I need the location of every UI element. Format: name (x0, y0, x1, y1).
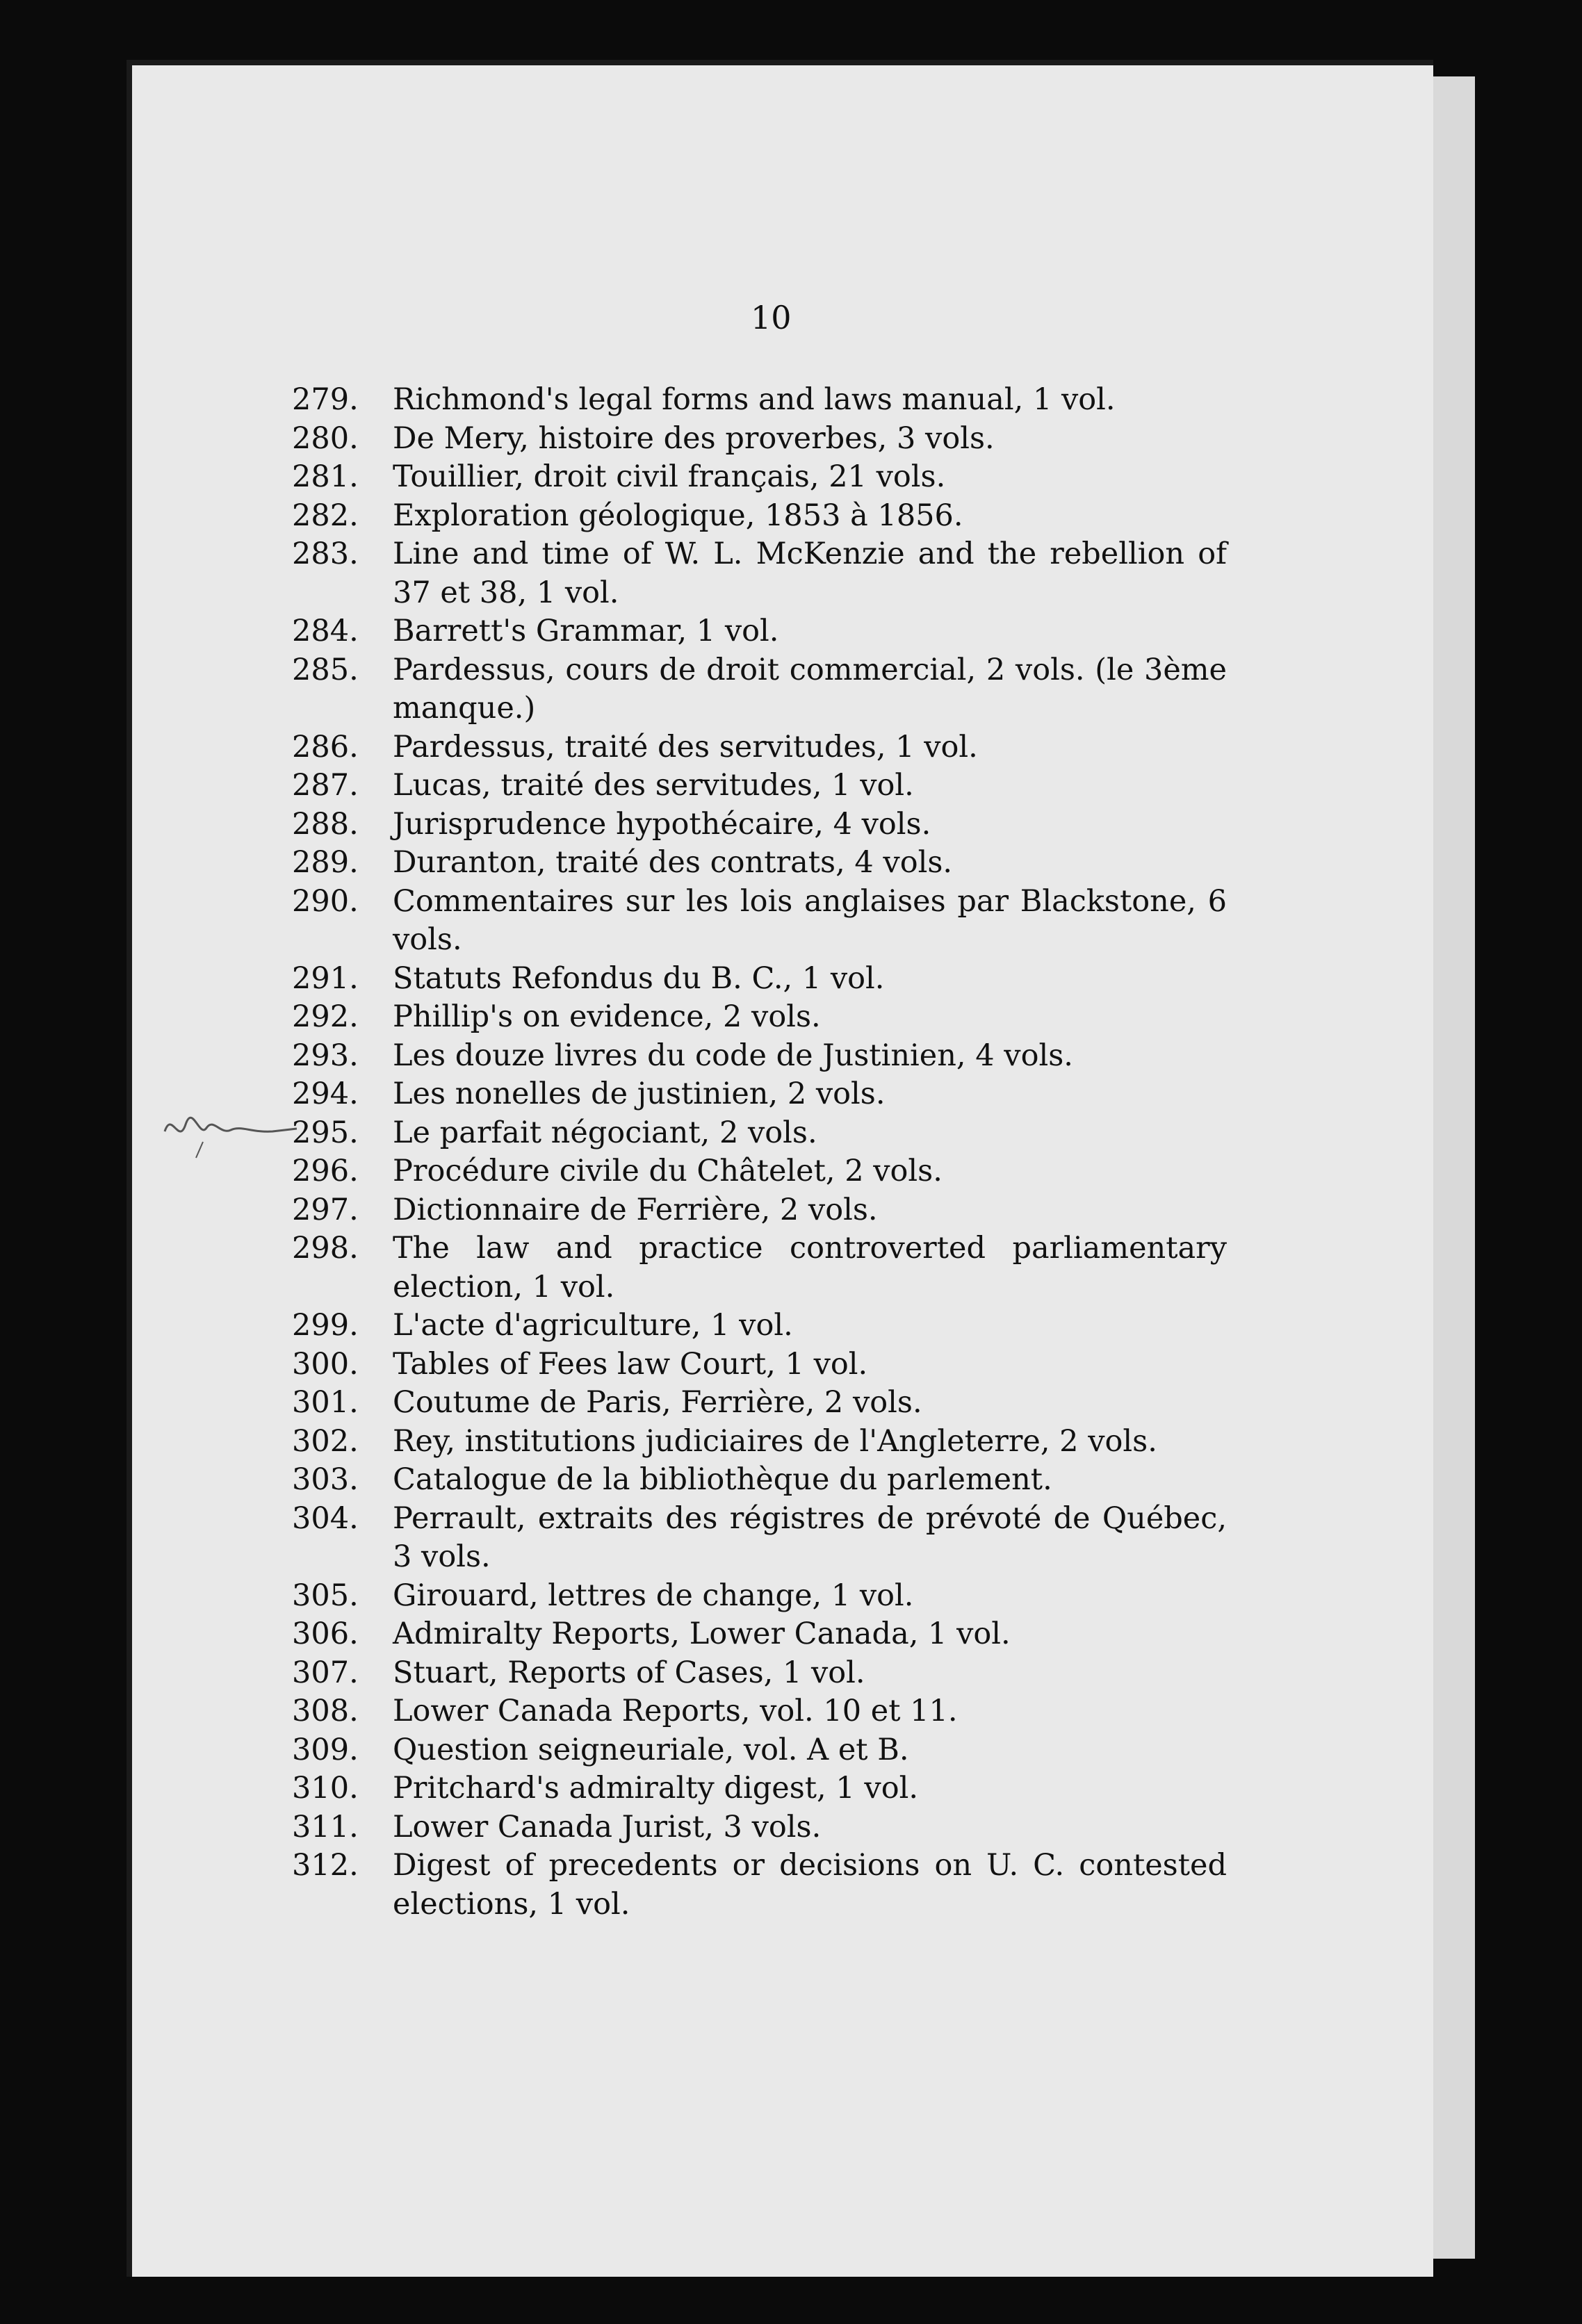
entry-text: Pardessus, cours de droit commercial, 2 vols. (le 3ème manque.) (393, 652, 1227, 726)
catalogue-entry (292, 1461, 1227, 1500)
entry-text: Jurisprudence hypothécaire, 4 vols. (393, 806, 931, 842)
catalogue-entry (292, 1847, 1227, 1924)
entry-number: 300. (292, 1346, 359, 1382)
entry-text: Digest of precedents or decisions on U. C. contested elections, 1 vol. (393, 1848, 1227, 1922)
entry-text: Catalogue de la bibliothèque du parlement. (393, 1462, 1052, 1497)
entry-number: 309. (292, 1732, 359, 1767)
entry-number: 299. (292, 1308, 359, 1343)
entry-number: 302. (292, 1423, 359, 1459)
entry-text: Lucas, traité des servitudes, 1 vol. (393, 768, 914, 803)
catalogue-entry (292, 805, 1227, 844)
entry-number: 288. (292, 806, 359, 842)
entry-number: 287. (292, 768, 359, 803)
entry-number: 297. (292, 1192, 359, 1227)
entry-number: 290. (292, 883, 359, 919)
catalogue-entry (292, 1731, 1227, 1770)
catalogue-entry (292, 1654, 1227, 1693)
entry-text: Girouard, lettres de change, 1 vol. (393, 1578, 914, 1613)
entry-text: Admiralty Reports, Lower Canada, 1 vol. (393, 1617, 1011, 1651)
entry-number: 296. (292, 1154, 359, 1188)
catalogue-entry (292, 1114, 1227, 1153)
catalogue-entry (292, 612, 1227, 651)
entry-text: Dictionnaire de Ferrière, 2 vols. (393, 1192, 878, 1227)
entry-text: Commentaires sur les lois anglaises par Blackstone, 6 vols. (393, 883, 1227, 957)
catalogue-entry (292, 1229, 1227, 1307)
entry-text: Phillip's on evidence, 2 vols. (393, 999, 821, 1034)
entry-number: 285. (292, 652, 359, 687)
catalogue-entry (292, 1692, 1227, 1731)
entry-text: Barrett's Grammar, 1 vol. (393, 614, 779, 648)
catalogue-entry (292, 883, 1227, 960)
catalogue-entry (292, 767, 1227, 805)
catalogue-entry (292, 998, 1227, 1037)
entry-text: Perrault, extraits des régistres de prévoté de Québec, 3 vols. (393, 1500, 1227, 1574)
catalogue-entry (292, 1384, 1227, 1423)
entry-number: 308. (292, 1694, 359, 1728)
catalogue-entry (292, 1037, 1227, 1076)
entry-number: 303. (292, 1462, 359, 1497)
entry-text: Exploration géologique, 1853 à 1856. (393, 498, 963, 533)
catalogue-entry (292, 1191, 1227, 1230)
catalogue-entry (292, 844, 1227, 883)
entry-text: Pardessus, traité des servitudes, 1 vol. (393, 729, 978, 764)
entry-number: 289. (292, 845, 359, 880)
entry-number: 283. (292, 537, 359, 571)
catalogue-entry (292, 381, 1227, 420)
book-spine (1433, 76, 1475, 2259)
entry-number: 306. (292, 1617, 359, 1651)
entry-text: Les douze livres du code de Justinien, 4 vols. (393, 1038, 1073, 1073)
entry-text: De Mery, histoire des proverbes, 3 vols. (393, 420, 995, 456)
catalogue-entry (292, 1423, 1227, 1462)
entry-text: Coutume de Paris, Ferrière, 2 vols. (393, 1385, 922, 1420)
catalogue-entry (292, 1615, 1227, 1654)
entry-text: Line and time of W. L. McKenzie and the rebellion of 37 et 38, 1 vol. (393, 537, 1227, 610)
entry-text: Pritchard's admiralty digest, 1 vol. (393, 1771, 919, 1806)
entry-number: 286. (292, 729, 359, 764)
catalogue-entry (292, 728, 1227, 767)
entry-number: 280. (292, 420, 359, 456)
entry-text: Stuart, Reports of Cases, 1 vol. (393, 1655, 865, 1690)
book-spine-shadow (1475, 69, 1582, 2324)
entry-number: 307. (292, 1655, 359, 1690)
catalogue-entry (292, 1075, 1227, 1114)
entry-number: 310. (292, 1771, 359, 1806)
catalogue-list (292, 381, 1227, 1924)
entry-number: 304. (292, 1500, 359, 1536)
catalogue-entry (292, 1307, 1227, 1345)
entry-text: Rey, institutions judiciaires de l'Angleterre, 2 vols. (393, 1423, 1157, 1459)
entry-number: 291. (292, 960, 359, 996)
entry-number: 279. (292, 382, 359, 417)
entry-text: Touillier, droit civil français, 21 vols. (393, 459, 946, 494)
catalogue-entry (292, 420, 1227, 459)
entry-text: Statuts Refondus du B. C., 1 vol. (393, 960, 885, 996)
page-number: 10 (751, 299, 792, 336)
catalogue-entry (292, 1152, 1227, 1191)
catalogue-entry (292, 535, 1227, 612)
entry-text: Tables of Fees law Court, 1 vol. (393, 1346, 868, 1382)
entry-number: 284. (292, 614, 359, 648)
entry-text: Richmond's legal forms and laws manual, 1 vol. (393, 382, 1116, 417)
entry-text: Lower Canada Jurist, 3 vols. (393, 1809, 822, 1844)
catalogue-entry (292, 1345, 1227, 1384)
entry-number: 312. (292, 1848, 359, 1883)
entry-number: 281. (292, 459, 359, 494)
entry-text: Question seigneuriale, vol. A et B. (393, 1732, 909, 1767)
catalogue-entry (292, 1500, 1227, 1577)
entry-text: The law and practice controverted parliamentary election, 1 vol. (393, 1231, 1227, 1304)
entry-number: 292. (292, 999, 359, 1034)
entry-number: 295. (292, 1115, 359, 1150)
catalogue-entry (292, 1577, 1227, 1616)
entry-text: Procédure civile du Châtelet, 2 vols. (393, 1154, 943, 1188)
entry-number: 311. (292, 1809, 359, 1844)
entry-text: L'acte d'agriculture, 1 vol. (393, 1308, 793, 1343)
entry-number: 294. (292, 1077, 359, 1111)
entry-text: Lower Canada Reports, vol. 10 et 11. (393, 1694, 958, 1728)
handwritten-margin-mark (161, 1104, 300, 1159)
entry-text: Duranton, traité des contrats, 4 vols. (393, 845, 953, 880)
entry-number: 305. (292, 1578, 359, 1613)
catalogue-entry (292, 458, 1227, 497)
entry-number: 301. (292, 1385, 359, 1420)
catalogue-entry (292, 1769, 1227, 1808)
catalogue-entry (292, 651, 1227, 728)
entry-text: Le parfait négociant, 2 vols. (393, 1115, 817, 1150)
entry-number: 293. (292, 1038, 359, 1073)
entry-number: 282. (292, 498, 359, 533)
catalogue-entry (292, 497, 1227, 536)
entry-text: Les nonelles de justinien, 2 vols. (393, 1077, 886, 1111)
catalogue-entry (292, 1808, 1227, 1847)
entry-number: 298. (292, 1231, 359, 1266)
catalogue-entry (292, 960, 1227, 999)
